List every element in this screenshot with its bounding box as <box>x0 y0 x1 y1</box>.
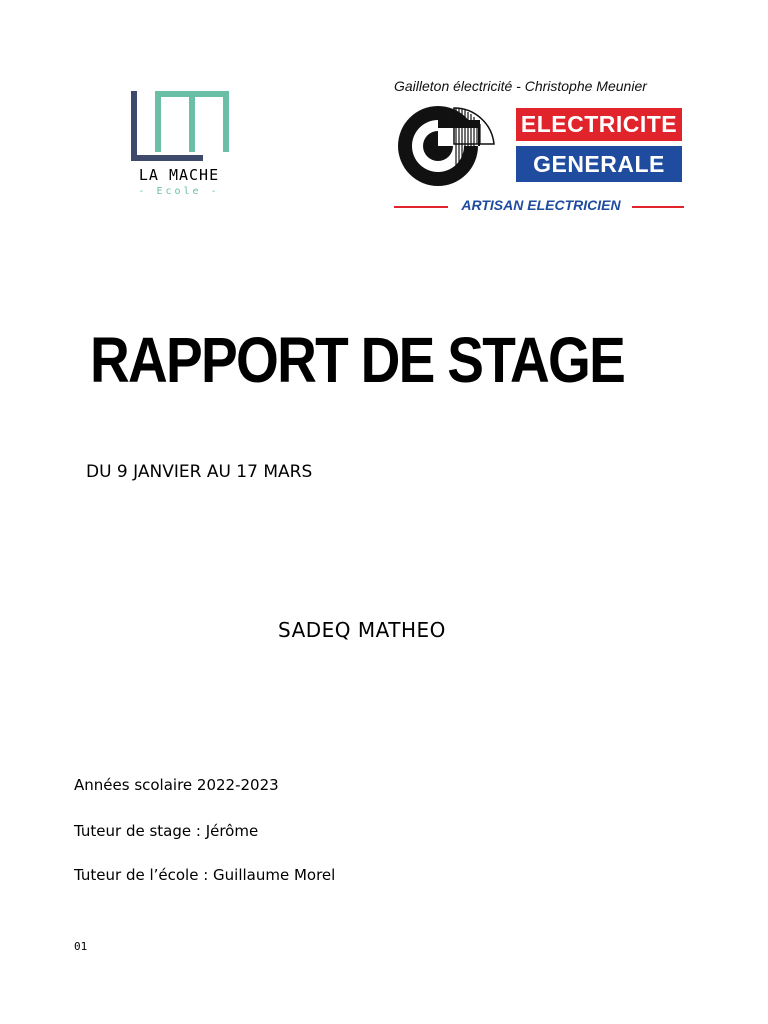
page-title: RAPPORT DE STAGE <box>90 324 625 396</box>
divider <box>632 206 684 208</box>
badge-line-electricite: ELECTRICITE <box>516 108 682 141</box>
school-subtitle: - Ecole - <box>138 186 220 197</box>
date-range: DU 9 JANVIER AU 17 MARS <box>86 462 313 482</box>
lm-monogram-icon <box>72 86 286 166</box>
badge-line-generale: GENERALE <box>516 146 682 182</box>
divider <box>394 206 448 208</box>
company-emblem-icon <box>396 104 506 188</box>
internship-tutor: Tuteur de stage : Jérôme <box>74 822 259 840</box>
student-name: SADEQ MATHEO <box>278 618 446 642</box>
school-logo <box>72 86 286 214</box>
company-logo <box>390 76 690 222</box>
school-tutor: Tuteur de l’école : Guillaume Morel <box>74 866 336 884</box>
company-tagline: Gailleton électricité - Christophe Meunier <box>394 78 647 94</box>
electricite-generale-badge <box>516 108 682 182</box>
artisan-label: ARTISAN ELECTRICIEN <box>461 197 621 213</box>
school-name: LA MACHE <box>138 166 220 184</box>
school-year: Années scolaire 2022-2023 <box>74 776 279 794</box>
artisan-banner <box>394 197 684 219</box>
page-number: 01 <box>74 940 88 953</box>
